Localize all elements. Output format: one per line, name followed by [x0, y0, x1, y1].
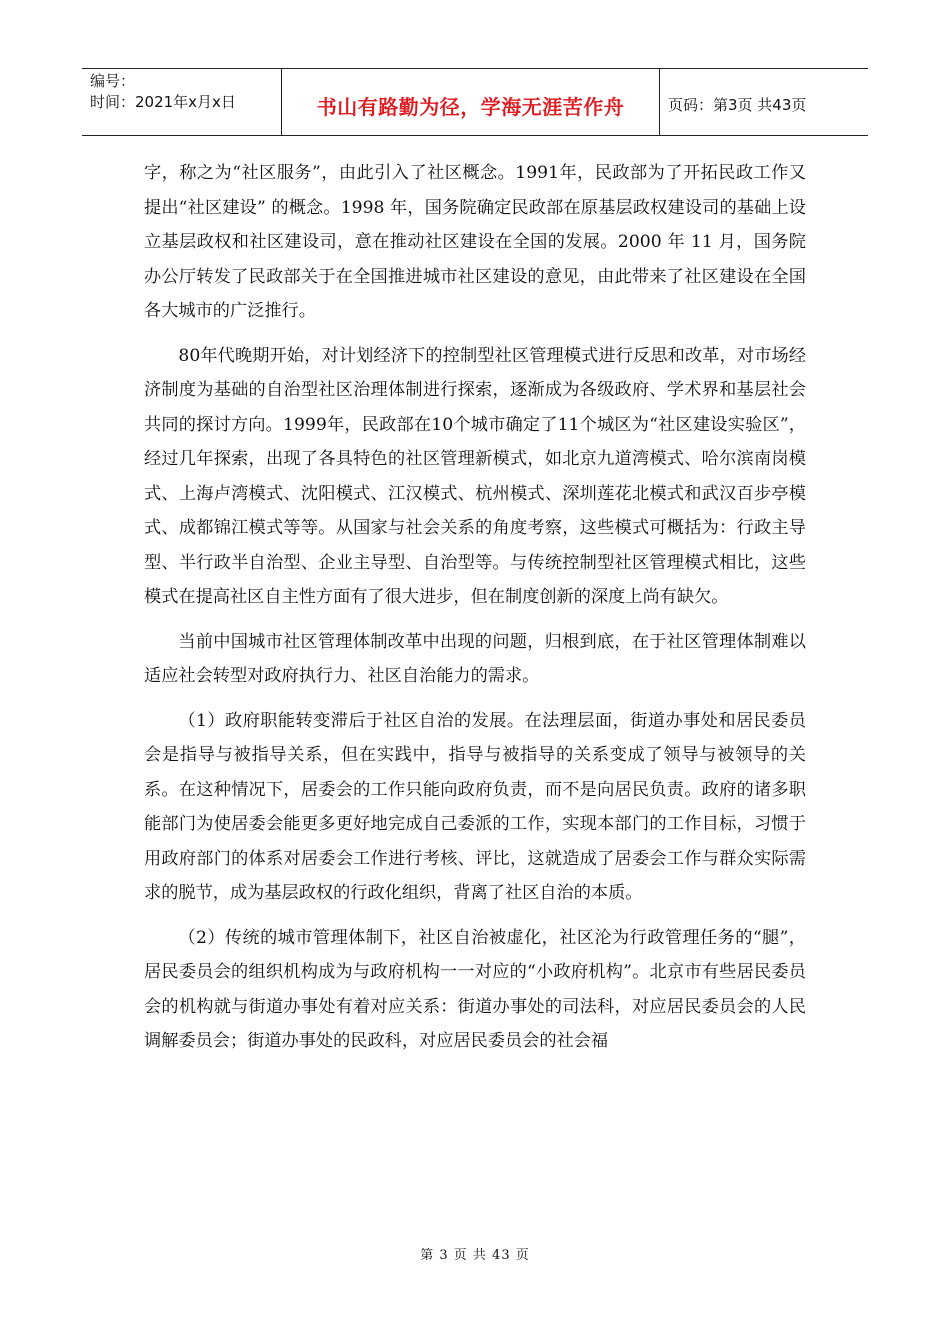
paragraph: 字，称之为“社区服务”，由此引入了社区概念。1991年，民政部为了开拓民政工作又提出“社区建设” 的概念。1998 年，国务院确定民政部在原基层政权建设司的基础上设立基层政权和社区建设司，意在推动社区建设在全国的发展。2000 年 11 月，国务院办公厅转发了民政部关于在全国推进城市社区建设的意见，由此带来了社区建设在全国各大城市的广泛推行。: [144, 163, 806, 321]
document-header: [82, 68, 868, 136]
paragraph: 80年代晚期开始，对计划经济下的控制型社区管理模式进行反思和改革，对市场经济制度为基础的自治型社区治理体制进行探索，逐渐成为各级政府、学术界和基层社会共同的探讨方向。1999年，民政部在10个城市确定了11个城区为“社区建设实验区”，经过几年探索，出现了各具特色的社区管理新模式，如北京九道湾模式、哈尔滨南岗模式、上海卢湾模式、沈阳模式、江汉模式、杭州模式、深圳莲花北模式和武汉百步亭模式、成都锦江模式等等。从国家与社会关系的角度考察，这些模式可概括为：行政主导型、半行政半自治型、企业主导型、自治型等。与传统控制型社区管理模式相比，这些模式在提高社区自主性方面有了很大进步，但在制度创新的深度上尚有缺欠。: [144, 345, 806, 607]
document-body: [144, 156, 806, 1069]
paragraph: 当前中国城市社区管理体制改革中出现的问题，归根到底，在于社区管理体制难以适应社会转型对政府执行力、社区自治能力的需求。: [144, 631, 806, 686]
header-page-info: 页码：第3页 共43页: [668, 95, 807, 114]
paragraph: （1）政府职能转变滞后于社区自治的发展。在法理层面，街道办事处和居民委员会是指导与被指导关系，但在实践中，指导与被指导的关系变成了领导与被领导的关系。在这种情况下，居委会的工作只能向政府负责，而不是向居民负责。政府的诸多职能部门为使居委会能更多更好地完成自己委派的工作，实现本部门的工作目标，习惯于用政府部门的体系对居委会工作进行考核、评比，这就造成了居委会工作与群众实际需求的脱节，成为基层政权的行政化组织，背离了社区自治的本质。: [144, 710, 806, 903]
number-label: 编号：: [90, 72, 136, 90]
time-label: 时间：2021年x月x日: [90, 93, 236, 111]
paragraph: （2）传统的城市管理体制下，社区自治被虚化，社区沦为行政管理任务的“腿”，居民委员会的组织机构成为与政府机构一一对应的“小政府机构”。北京市有些居民委员会的机构就与街道办事处有着对应关系：街道办事处的司法科，对应居民委员会的人民调解委员会；街道办事处的民政科，对应居民委员会的社会福: [144, 927, 806, 1051]
header-motto: 书山有路勤为径，学海无涯苦作舟: [282, 69, 660, 135]
page-footer: 第 3 页 共 43 页: [420, 1248, 530, 1263]
header-meta: [82, 69, 282, 135]
